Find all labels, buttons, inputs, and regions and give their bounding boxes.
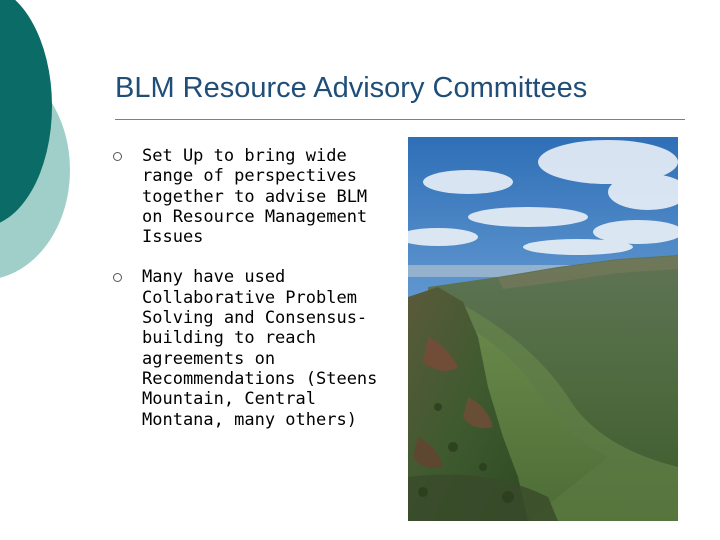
title-divider <box>115 119 685 120</box>
bullet-list <box>113 146 393 450</box>
canyon-landscape-illustration <box>408 137 678 521</box>
slide-title: BLM Resource Advisory Committees <box>115 72 588 104</box>
canyon-landscape-photo <box>408 137 678 521</box>
bullet-item <box>113 267 393 429</box>
hollow-circle-bullet-icon <box>113 152 122 161</box>
bullet-item <box>113 146 393 247</box>
bullet-text: Many have used Collaborative Problem Solving and Consensus-building to reach agreements on Recommendations (Steens Mountain, Central Montana, many others) <box>142 267 378 430</box>
bullet-text: Set Up to bring wide range of perspectives together to advise BLM on Resource Management Issues <box>142 146 368 248</box>
hollow-circle-bullet-icon <box>113 273 122 282</box>
